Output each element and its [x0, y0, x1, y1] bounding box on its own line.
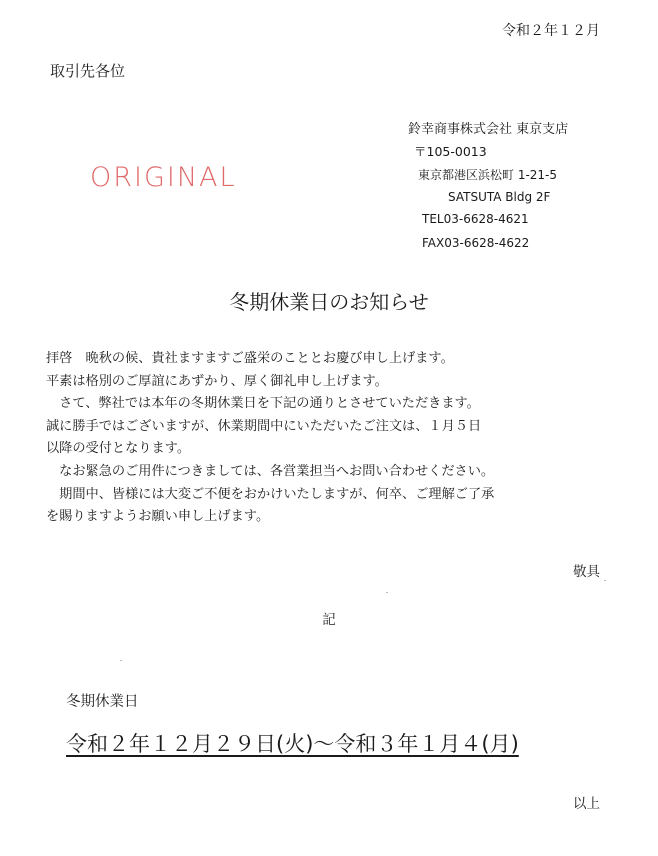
scan-speck [120, 660, 122, 661]
body-line: さて、弊社では本年の冬期休業日を下記の通りとさせていただきます。 [46, 396, 480, 412]
scan-speck [604, 580, 606, 581]
body-line: 拝啓 晩秋の候、貴社ますますご盛栄のこととお慶び申し上げます。 [46, 351, 454, 366]
body-line: を賜りますようお願い申し上げます。 [46, 509, 270, 525]
sender-company: 鈴幸商事株式会社 東京支店 [408, 122, 569, 137]
sender-fax: FAX03-6628-4622 [422, 236, 530, 250]
body-line: 平素は格別のご厚誼にあずかり、厚く御礼申し上げます。 [46, 373, 388, 389]
original-stamp: ORIGINAL [90, 162, 237, 193]
keigu-closing: 敬具 [573, 564, 600, 580]
addressee: 取引先各位 [50, 62, 126, 80]
letter-date: 令和２年１２月 [502, 23, 600, 39]
body-line: 以降の受付となります。 [46, 441, 191, 457]
sender-postal-code: 〒105-0013 [414, 144, 487, 159]
sender-address-line2: SATSUTA Bldg 2F [448, 190, 551, 204]
scan-speck [386, 592, 388, 593]
ijou-closing: 以上 [573, 796, 600, 812]
holiday-range: 令和２年１２月２９日(火)～令和３年１月４(月) [66, 732, 519, 756]
document-title: 冬期休業日のお知らせ [229, 290, 429, 314]
letter-body [46, 348, 616, 529]
sender-address-line1: 東京都港区浜松町 1-21-5 [418, 168, 558, 182]
body-line: なお緊急のご用件につきましては、各営業担当へお問い合わせください。 [46, 463, 495, 479]
body-line: 誠に勝手ではございますが、休業期間中にいただいたご注文は、１月５日 [46, 418, 482, 434]
ki-heading: 記 [322, 612, 336, 628]
holiday-label: 冬期休業日 [66, 694, 139, 710]
sender-tel: TEL03-6628-4621 [422, 212, 529, 226]
body-line: 期間中、皆様には大変ご不便をおかけいたしますが、何卒、ご理解ご了承 [46, 486, 495, 502]
